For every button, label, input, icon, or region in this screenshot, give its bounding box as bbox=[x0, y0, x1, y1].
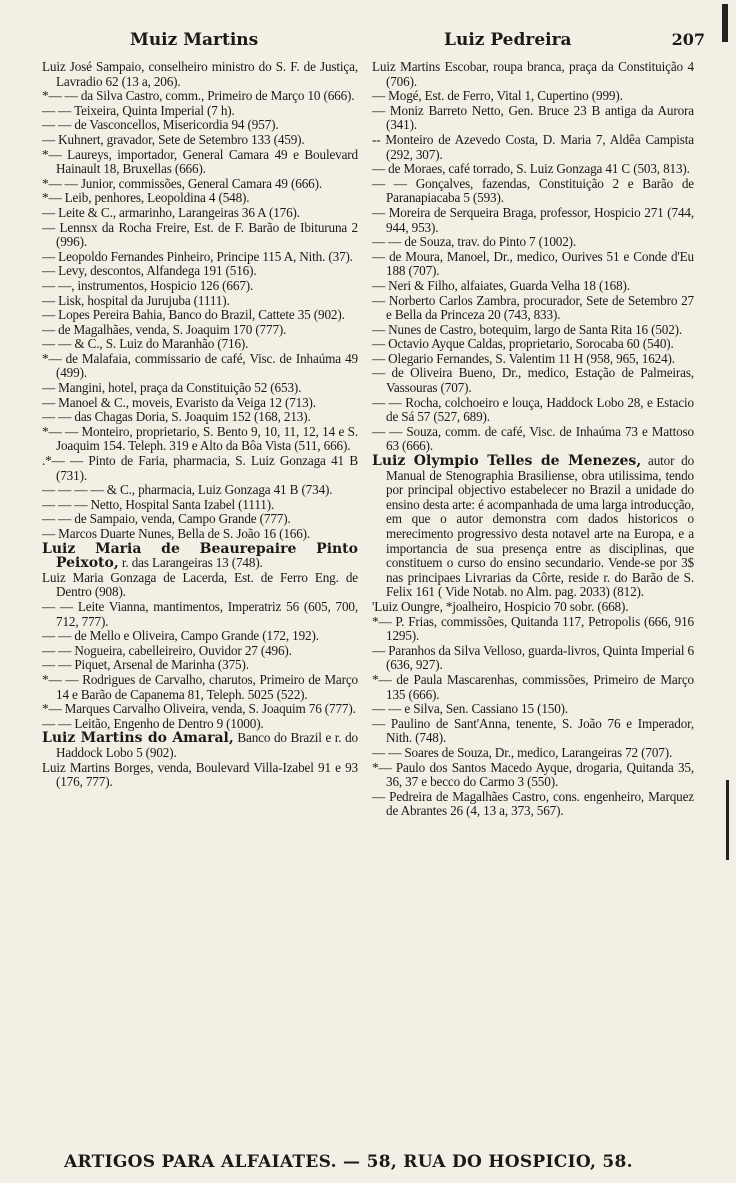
entry-text: — — Rocha, colchoeiro e louça, Haddock Lobo 28, e Estacio de Sá 57 (527, 689). bbox=[372, 394, 694, 425]
directory-entry bbox=[42, 264, 358, 279]
entry-text: .*— — Pinto de Faria, pharmacia, S. Luiz Gonzaga 41 B (731). bbox=[42, 453, 358, 483]
entry-text: — de Moraes, café torrado, S. Luiz Gonzaga 41 C (503, 813). bbox=[372, 161, 690, 177]
directory-entry bbox=[42, 410, 358, 425]
entry-text: — de Oliveira Bueno, Dr., medico, Estação de Palmeiras, Vassouras (707). bbox=[372, 365, 694, 396]
entry-text: — Pedreira de Magalhães Castro, cons. engenheiro, Marquez de Abrantes 26 (4, 13 a, 373, 567). bbox=[372, 788, 694, 819]
directory-entry bbox=[42, 352, 358, 381]
entry-text: *— — Monteiro, proprietario, S. Bento 9, 10, 11, 12, 14 e S. Joaquim 154. Teleph. 319 e Alto da Bôa Vista (511, 666). bbox=[42, 423, 358, 454]
directory-entry bbox=[372, 279, 694, 294]
directory-entry bbox=[42, 527, 358, 542]
entry-text: *— — Rodrigues de Carvalho, charutos, Primeiro de Março 14 e Barão de Capanema 81, Teleph. 5025 (522). bbox=[42, 671, 358, 702]
entry-text: — — das Chagas Doria, S. Joaquim 152 (168, 213). bbox=[42, 409, 311, 425]
entry-name: Luiz Olympio Telles de Menezes, bbox=[372, 453, 642, 470]
directory-entry bbox=[42, 425, 358, 454]
directory-entry bbox=[42, 658, 358, 673]
directory-entry bbox=[42, 323, 358, 338]
directory-entry bbox=[372, 162, 694, 177]
left-column bbox=[42, 60, 358, 790]
entry-text: *— Leib, penhores, Leopoldina 4 (548). bbox=[42, 190, 250, 206]
directory-entry bbox=[372, 673, 694, 702]
directory-entry bbox=[42, 104, 358, 119]
page-edge-mark bbox=[726, 780, 729, 860]
directory-entry bbox=[42, 542, 358, 571]
directory-entry bbox=[42, 571, 358, 600]
directory-entry bbox=[372, 717, 694, 746]
directory-entry bbox=[372, 337, 694, 352]
directory-entry bbox=[372, 600, 694, 615]
directory-entry bbox=[42, 483, 358, 498]
directory-entry bbox=[42, 133, 358, 148]
directory-entry bbox=[42, 717, 358, 732]
entry-text: — Octavio Ayque Caldas, proprietario, Sorocaba 60 (540). bbox=[372, 336, 674, 352]
directory-entry bbox=[42, 454, 358, 483]
directory-entry bbox=[42, 600, 358, 629]
directory-entry bbox=[42, 148, 358, 177]
entry-text: *— de Paula Mascarenhas, commissões, Primeiro de Março 135 (666). bbox=[372, 671, 694, 702]
entry-text: Luiz Maria Gonzaga de Lacerda, Est. de Ferro Eng. de Dentro (908). bbox=[42, 569, 358, 600]
entry-name: Luiz Martins do Amaral, bbox=[42, 730, 234, 747]
directory-entry bbox=[42, 294, 358, 309]
entry-text: — Olegario Fernandes, S. Valentim 11 H (958, 965, 1624). bbox=[372, 350, 675, 366]
page-number: 207 bbox=[671, 30, 705, 49]
entry-text: r. das Larangeiras 13 (748). bbox=[118, 555, 263, 571]
directory-entry bbox=[372, 761, 694, 790]
entry-text: Luiz Martins Escobar, roupa branca, praça da Constituição 4 (706). bbox=[372, 59, 694, 89]
entry-text: — de Moura, Manoel, Dr., medico, Ourives 51 e Conde d'Eu 188 (707). bbox=[372, 248, 694, 279]
entry-text: *— P. Frias, commissões, Quitanda 117, Petropolis (666, 916 1295). bbox=[372, 613, 694, 644]
entry-text: autor do Manual de Stenographia Brasiliense, obra utilissima, tendo por principal objectivo estabelecer no Brazil a unidade do ensino desta arte: é acompanhada de uma larga introducção, em que o autor demonstra com dados historicos o merecimento progressivo desta notavel arte na Europa, e a importancia de sua presença entre as disciplinas, que constituem o curso do ensino secundario. Vende-se por 3$ nas principaes Livrarias da Côrte, reside r. do Barão de S. Felix 161 ( Vide Notab. no Alm. pag. 2033) (812). bbox=[386, 453, 695, 600]
entry-text: — — — Netto, Hospital Santa Izabel (1111). bbox=[42, 496, 275, 512]
directory-entry bbox=[372, 396, 694, 425]
directory-entry bbox=[372, 206, 694, 235]
entry-name: Luiz Maria de Beaurepaire Pinto Peixoto, bbox=[42, 540, 358, 572]
entry-text: — Neri & Filho, alfaiates, Guarda Velha 18 (168). bbox=[372, 277, 630, 293]
entry-text: *— Paulo dos Santos Macedo Ayque, drogaria, Quitanda 35, 36, 37 e becco do Carmo 3 (550). bbox=[372, 759, 694, 790]
directory-entry bbox=[42, 629, 358, 644]
directory-entry bbox=[372, 294, 694, 323]
entry-text: — Levy, descontos, Alfandega 191 (516). bbox=[42, 263, 257, 279]
page-edge-mark bbox=[722, 4, 728, 42]
entry-text: *— Laureys, importador, General Camara 49 e Boulevard Hainault 18, Bruxellas (666). bbox=[42, 146, 358, 177]
directory-entry bbox=[372, 323, 694, 338]
entry-text: — Lennsx da Rocha Freire, Est. de F. Barão de Ibituruna 2 (996). bbox=[42, 219, 358, 250]
entry-text: — Kuhnert, gravador, Sete de Setembro 133 (459). bbox=[42, 131, 305, 147]
entry-text: — Marcos Duarte Nunes, Bella de S. João 16 (166). bbox=[42, 526, 311, 541]
directory-entry bbox=[42, 731, 358, 760]
entry-text: *— — Junior, commissões, General Camara 49 (666). bbox=[42, 175, 322, 191]
entry-text: — — de Sampaio, venda, Campo Grande (777). bbox=[42, 511, 291, 527]
entry-text: 'Luiz Oungre, *joalheiro, Hospicio 70 sobr. (668). bbox=[372, 598, 629, 614]
directory-entry bbox=[42, 396, 358, 411]
directory-entry bbox=[42, 89, 358, 104]
entry-text: — — de Souza, trav. do Pinto 7 (1002). bbox=[372, 234, 577, 250]
directory-entry bbox=[42, 279, 358, 294]
directory-entry bbox=[42, 381, 358, 396]
entry-text: — — Gonçalves, fazendas, Constituição 2 e Barão de Paranapiacaba 5 (593). bbox=[372, 175, 694, 206]
entry-text: — — Soares de Souza, Dr., medico, Larangeiras 72 (707). bbox=[372, 744, 673, 760]
directory-entry bbox=[42, 118, 358, 133]
entry-text: *— Marques Carvalho Oliveira, venda, S. Joaquim 76 (777). bbox=[42, 701, 356, 717]
directory-entry bbox=[372, 133, 694, 162]
directory-entry bbox=[42, 761, 358, 790]
entry-text: — Mangini, hotel, praça da Constituição 52 (653). bbox=[42, 380, 302, 396]
running-head-left: Muiz Martins bbox=[130, 30, 259, 50]
entry-text: -- Monteiro de Azevedo Costa, D. Maria 7, Aldêa Campista (292, 307). bbox=[372, 131, 694, 162]
entry-text: — — Nogueira, cabelleireiro, Ouvidor 27 (496). bbox=[42, 642, 292, 658]
directory-entry bbox=[42, 337, 358, 352]
entry-text: — — Teixeira, Quinta Imperial (7 h). bbox=[42, 102, 235, 118]
entry-text: — Paranhos da Silva Velloso, guarda-livros, Quinta Imperial 6 (636, 927). bbox=[372, 642, 694, 673]
entry-text: — Moniz Barreto Netto, Gen. Bruce 23 B antiga da Aurora (341). bbox=[372, 102, 694, 133]
entry-text: — — Piquet, Arsenal de Marinha (375). bbox=[42, 657, 249, 673]
entry-text: — — Leitão, Engenho de Dentro 9 (1000). bbox=[42, 715, 264, 731]
directory-entry bbox=[42, 60, 358, 89]
entry-text: — Manoel & C., moveis, Evaristo da Veiga 12 (713). bbox=[42, 394, 316, 410]
entry-text: — Paulino de Sant'Anna, tenente, S. João 76 e Imperador, Nith. (748). bbox=[372, 715, 694, 746]
directory-entry bbox=[42, 308, 358, 323]
entry-text: — — Leite Vianna, mantimentos, Imperatriz 56 (605, 700, 712, 777). bbox=[42, 598, 358, 629]
page-header bbox=[40, 30, 705, 58]
entry-text: — Mogé, Est. de Ferro, Vital 1, Cupertino (999). bbox=[372, 88, 623, 104]
directory-entry bbox=[372, 235, 694, 250]
directory-entry bbox=[42, 498, 358, 513]
directory-entry bbox=[42, 644, 358, 659]
entry-text: — — e Silva, Sen. Cassiano 15 (150). bbox=[372, 701, 569, 717]
directory-entry bbox=[42, 206, 358, 221]
directory-entry bbox=[372, 702, 694, 717]
directory-entry bbox=[372, 250, 694, 279]
directory-entry bbox=[372, 425, 694, 454]
entry-text: — Lopes Pereira Bahia, Banco do Brazil, Cattete 35 (902). bbox=[42, 307, 345, 323]
directory-entry bbox=[372, 352, 694, 367]
directory-entry bbox=[372, 746, 694, 761]
directory-entry bbox=[372, 104, 694, 133]
directory-entry bbox=[372, 89, 694, 104]
entry-text: — Lisk, hospital da Jurujuba (1111). bbox=[42, 292, 230, 308]
directory-entry bbox=[42, 250, 358, 265]
directory-entry bbox=[42, 177, 358, 192]
entry-text: Luiz Martins Borges, venda, Boulevard Villa-Izabel 91 e 93 (176, 777). bbox=[42, 759, 358, 790]
directory-entry bbox=[372, 454, 694, 600]
directory-entry bbox=[372, 177, 694, 206]
entry-text: — — de Vasconcellos, Misericordia 94 (957). bbox=[42, 117, 279, 133]
directory-entry bbox=[372, 615, 694, 644]
entry-text: — — Souza, comm. de café, Visc. de Inhaúma 73 e Mattoso 63 (666). bbox=[372, 423, 694, 454]
entry-text: — Leopoldo Fernandes Pinheiro, Principe 115 A, Nith. (37). bbox=[42, 248, 353, 264]
entry-text: — —, instrumentos, Hospicio 126 (667). bbox=[42, 277, 254, 293]
entry-text: *— de Malafaia, commissario de café, Visc. de Inhaúma 49 (499). bbox=[42, 350, 358, 381]
entry-text: — de Magalhães, venda, S. Joaquim 170 (777). bbox=[42, 321, 287, 337]
entry-text: — Leite & C., armarinho, Larangeiras 36 A (176). bbox=[42, 204, 300, 220]
running-head-right: Luiz Pedreira bbox=[444, 30, 572, 50]
directory-entry bbox=[42, 191, 358, 206]
entry-text: — Norberto Carlos Zambra, procurador, Sete de Setembro 27 e Bella da Princeza 20 (743, 833). bbox=[372, 292, 694, 323]
entry-text: Banco do Brazil e r. do Haddock Lobo 5 (902). bbox=[56, 730, 358, 760]
directory-entry bbox=[42, 702, 358, 717]
directory-entry bbox=[42, 221, 358, 250]
directory-entry bbox=[42, 512, 358, 527]
entry-text: — — & C., S. Luiz do Maranhão (716). bbox=[42, 336, 249, 352]
footer-advertisement: ARTIGOS PARA ALFAIATES. — 58, RUA DO HOSPICIO, 58. bbox=[64, 1152, 633, 1172]
entry-text: *— — da Silva Castro, comm., Primeiro de Março 10 (666). bbox=[42, 88, 355, 104]
entry-text: — — — — & C., pharmacia, Luiz Gonzaga 41 B (734). bbox=[42, 482, 333, 498]
entry-text: — Nunes de Castro, botequim, largo de Santa Rita 16 (502). bbox=[372, 321, 683, 337]
entry-text: Luiz José Sampaio, conselheiro ministro do S. F. de Justiça, Lavradio 62 (13 a, 206). bbox=[42, 59, 358, 89]
directory-entry bbox=[42, 673, 358, 702]
directory-entry bbox=[372, 60, 694, 89]
entry-text: — Moreira de Serqueira Braga, professor, Hospicio 271 (744, 944, 953). bbox=[372, 204, 694, 235]
directory-entry bbox=[372, 366, 694, 395]
directory-entry bbox=[372, 644, 694, 673]
directory-entry bbox=[372, 790, 694, 819]
entry-text: — — de Mello e Oliveira, Campo Grande (172, 192). bbox=[42, 628, 319, 644]
right-column bbox=[372, 60, 694, 819]
